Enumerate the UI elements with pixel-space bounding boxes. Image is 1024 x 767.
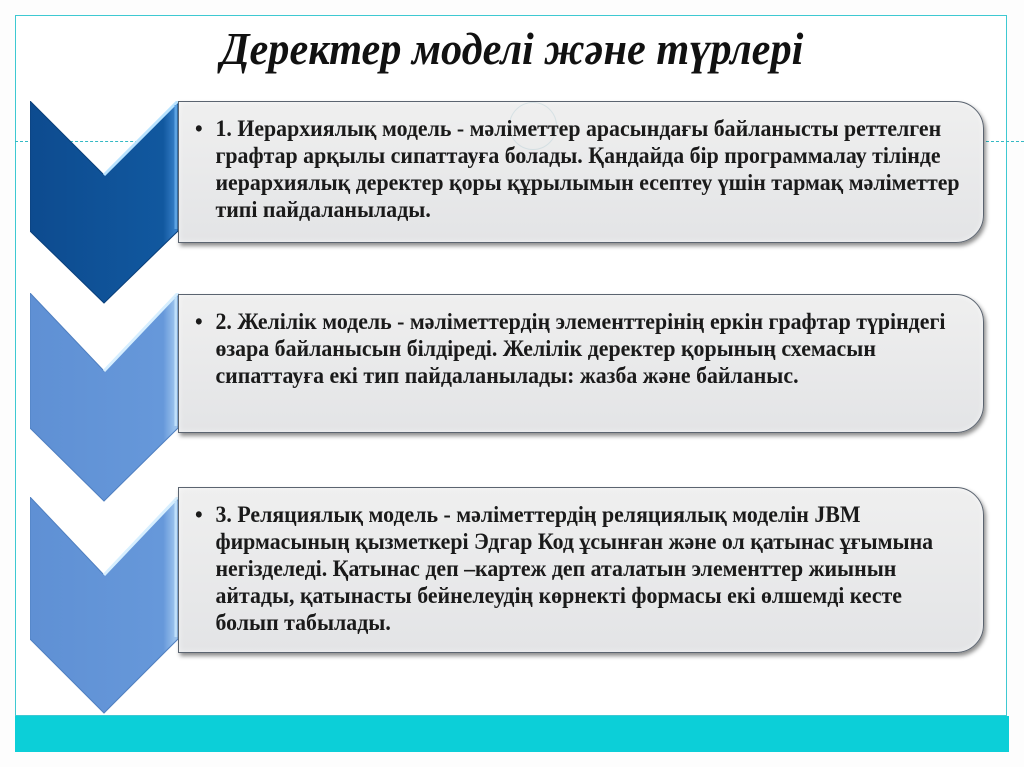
content-box-relational [178,487,984,653]
bullet: • [195,309,203,335]
chevron-down-icon [30,293,180,505]
bullet: • [195,116,203,142]
list-item [195,116,966,224]
chevron-down-icon [30,497,180,717]
slide-title: Деректер моделі және түрлері [220,23,804,74]
bullet: • [195,502,203,528]
item-text: 3. Реляциялық модель - мәліметтердің реляциялық моделін JBM фирмасының қызметкері Эдгар Код ұсынған және ол қатынас ұғымына негізделеді. Қатынас деп –картеж деп аталатын элементтер жиынын айтады, қатынасты бейнелеудің көрнекті формасы екі өлшемді кесте болып табылады. [215,502,934,636]
item-text: 2. Желілік модель - мәліметтердің элементтерінің еркін графтар түріндегі өзара байланысын білдіреді. Желілік деректер қорының схемасын сипаттауға екі тип пайдаланылады: жазба және байланыс. [215,309,946,389]
content-box-network [178,294,984,433]
list-item [195,502,966,637]
item-text: 1. Иерархиялық модель - мәліметтер арасындағы байланысты реттелген графтар арқылы сипаттауға болады. Қандайда бір программалау тілінде иерархиялық деректер қоры құрылымын есептеу үшін тармақ мәліметтер типі пайдаланылады. [215,116,960,223]
chevron-down-icon [30,101,180,306]
list-item [195,309,966,390]
content-box-hierarchical [178,101,984,243]
footer-bar [15,716,1009,752]
